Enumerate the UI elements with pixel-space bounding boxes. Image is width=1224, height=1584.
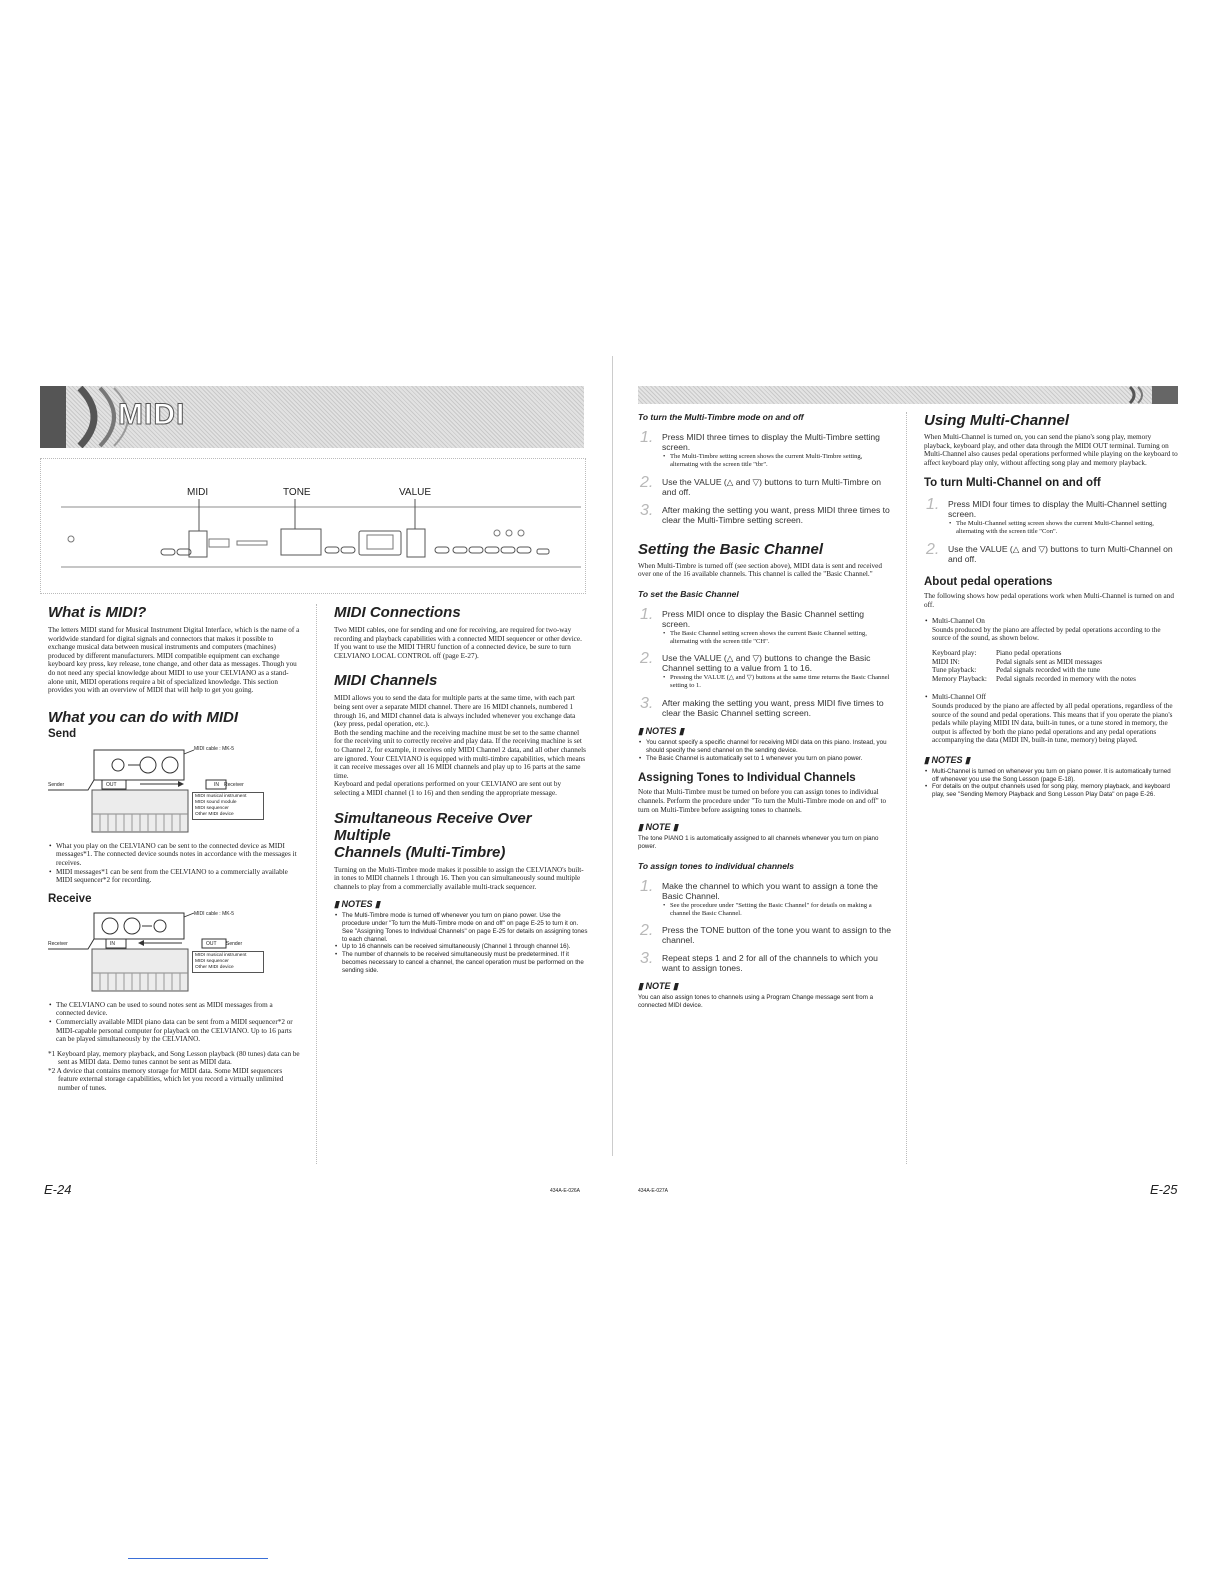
send-bullet-1: • What you play on the CELVIANO can be sent to the connected device as MIDI messages*1. The connected device sounds notes in accordance with the messages it receives. <box>48 842 302 868</box>
mc-notes-list <box>924 768 1178 799</box>
pedal-row-1-val: Piano pedal operations <box>996 648 1062 657</box>
bottom-rule <box>128 1558 268 1559</box>
receive-diagram <box>48 909 302 995</box>
bc-step-2-num: 2. <box>640 650 654 668</box>
multi-timbre-note-2: • Up to 16 channels can be received simultaneously (Channel 1 through channel 16). <box>334 943 588 951</box>
mc-on-title: • Multi-Channel On <box>932 617 985 626</box>
left-page-number: E-24 <box>44 1182 72 1197</box>
at-step-1-sub: • See the procedure under "Setting the Basic Channel" for details on making a channel the Basic Channel. <box>662 902 892 918</box>
multi-timbre-notes <box>334 899 588 974</box>
mc-step-1-sub: • The Multi-Channel setting screen shows the current Multi-Channel setting, alternating with the screen title "Con". <box>948 520 1178 536</box>
what-you-can-do-heading: What you can do with MIDI <box>48 708 238 726</box>
pedal-table <box>932 649 1178 683</box>
bc-note-1: • You cannot specify a specific channel for receiving MIDI data on this piano. Instead, you should specify the send channel on the sending device. <box>638 739 892 755</box>
multi-timbre-notes-title: ▮ NOTES ▮ <box>334 899 380 910</box>
send-device-3: MIDI sequencer <box>195 805 229 811</box>
midi-banner <box>40 386 584 448</box>
mc-notes-title: ▮ NOTES ▮ <box>924 754 970 765</box>
basic-channel-body: When Multi-Timbre is turned off (see section above), MIDI data is sent and received over one of the 16 available channels. This channel is called the "Basic Channel." <box>638 561 882 579</box>
mc-notes-heading: NOTES <box>931 754 963 765</box>
send-cable-label: MIDI cable : MK-5 <box>194 745 235 752</box>
multi-timbre-notes-list <box>334 912 588 974</box>
at-step-3 <box>638 950 892 974</box>
assigning-tones-body: Note that Multi-Timbre must be turned on before you can assign tones to individual channels. Perform the procedure under "To turn the Multi-Timbre mode on and off" to turn on Multi-Timbre before assigning tones to channels. <box>638 788 887 814</box>
at-note-text: The tone PIANO 1 is automatically assigned to all channels whenever you turn on piano power. <box>638 835 879 850</box>
mc-step-1-text: Press MIDI four times to display the Multi-Channel setting screen. <box>948 499 1167 520</box>
send-drawing <box>48 744 302 836</box>
receive-bullets <box>48 1001 302 1044</box>
multi-channel-heading: Using Multi-Channel <box>924 412 1069 429</box>
at-note-heading: NOTE <box>645 822 671 833</box>
mc-off-title: • Multi-Channel Off <box>932 693 986 702</box>
pedal-row-4-key: Memory Playback: <box>932 674 987 683</box>
panel-drawing <box>41 459 585 593</box>
send-receiver: Receiver <box>224 781 244 788</box>
assigning-note <box>638 822 892 851</box>
bc-step-1-sub: • The Basic Channel setting screen shows the current Basic Channel setting, alternating with the screen title "CH". <box>662 630 892 646</box>
midi-channels-heading: MIDI Channels <box>334 672 438 690</box>
pedal-row-3-key: Tune playback: <box>932 666 977 675</box>
basic-channel-heading: Setting the Basic Channel <box>638 540 824 558</box>
mc-on-desc: Sounds produced by the piano are affected by pedal operations according to the source of the sound, as shown below. <box>932 625 1161 643</box>
mc-onoff-heading: To turn Multi-Channel on and off <box>924 477 1101 490</box>
panel-label-midi: MIDI <box>187 487 209 498</box>
pedal-row-1-key: Keyboard play: <box>932 648 977 657</box>
pedal-row-2 <box>932 658 1178 667</box>
send-bullets <box>48 842 302 885</box>
receive-out: OUT <box>206 940 217 947</box>
mt-step-2 <box>638 473 892 497</box>
pedal-heading: About pedal operations <box>924 575 1053 588</box>
bc-step-3-num: 3. <box>640 694 654 712</box>
bc-notes-heading: NOTES <box>645 725 677 736</box>
receive-drawing <box>48 909 302 995</box>
assigning-tones-heading: Assigning Tones to Individual Channels <box>638 772 856 785</box>
at-step-2-text: Press the TONE button of the tone you want to assign to the channel. <box>662 925 891 946</box>
midi-channels-body-3: Keyboard and pedal operations performed on your CELVIANO are sent out by selecting a MIDI channel (1 to 16) and then sending the appropriate message. <box>334 780 562 797</box>
bc-step-1-num: 1. <box>640 605 654 623</box>
multi-timbre-heading-2: Channels (Multi-Timbre) <box>334 843 506 861</box>
multi-timbre-body: Turning on the Multi-Timbre mode makes it possible to assign the CELVIANO's built-in tones to MIDI channels 1 through 16. Then you can simultaneously sound multiple channels to play from a commercially available multi-track sequencer. <box>334 865 584 891</box>
receive-bullet-1: • The CELVIANO can be used to sound notes sent as MIDI messages from a connected device. <box>48 1001 302 1018</box>
at-step-3-num: 3. <box>640 950 654 968</box>
pedal-row-4 <box>932 675 1178 684</box>
multi-channel-body: When Multi-Channel is turned on, you can send the piano's song play, memory playback, keyboard play, and other data through the MIDI OUT terminal. Turning on Multi-Channel also causes pedal operations performed while playing on the keyboard to affect keyboard play only, without affecting song play and memory playback. <box>924 433 1178 467</box>
right-banner-arrows-icon <box>1128 386 1178 404</box>
midi-channels-body-1: MIDI allows you to send the data for multiple parts at the same time, with each part being sent over a separate MIDI channel. There are 16 MIDI channels, numbered 1 through 16, and MIDI channel data is always included whenever you exchange data (key press, pedal operation, etc.). <box>334 694 576 729</box>
mc-off-item <box>924 693 1178 745</box>
send-out: OUT <box>106 781 117 788</box>
panel-diagram <box>40 458 586 594</box>
mc-step-2-num: 2. <box>926 540 940 558</box>
multi-timbre-note-3: • The number of channels to be received simultaneously must be predetermined. If it becomes necessary to cancel a channel, the cancel operation must be performed on the sending side. <box>334 951 588 974</box>
right-banner <box>638 386 1178 404</box>
set-basic-channel-heading: To set the Basic Channel <box>638 588 739 599</box>
left-column-divider <box>316 604 317 1164</box>
bc-step-3 <box>638 694 892 718</box>
what-is-midi-body: The letters MIDI stand for Musical Instrument Digital Interface, which is the name of a worldwide standard for digital signals and connectors that makes it possible to exchange musical data between musical instruments and computers (machines) produced by different manufacturers. MIDI compatible equipment can exchange keyboard key press, key release, tone change, and other data as messages. Though you do not need any special knowledge about MIDI to use your CELVIANO as a stand-alone unit, MIDI operations require a bit of specialized knowledge. This section provides you with an overview of MIDI that will help to get you going. <box>48 626 300 695</box>
mt-step-2-text: Use the VALUE (△ and ▽) buttons to turn Multi-Timbre on and off. <box>662 476 882 497</box>
receive-bullet-2: • Commercially available MIDI piano data can be sent from a MIDI sequencer*2 or MIDI-capable personal computer for playback on the CELVIANO. Up to 16 parts can be played simultaneously by the CELVIANO. <box>48 1018 302 1044</box>
banner-title: MIDI <box>118 398 186 431</box>
mc-note-1: • Multi-Channel is turned on whenever you turn on piano power. It is automatically turned off whenever you use the Song Lesson (page E-18). <box>924 768 1178 784</box>
bc-note-2: • The Basic Channel is automatically set to 1 whenever you turn on piano power. <box>638 755 892 763</box>
mc-step-2 <box>924 540 1178 564</box>
bc-step-1-text: Press MIDI once to display the Basic Channel setting screen. <box>662 608 865 629</box>
right-column-divider <box>906 412 907 1164</box>
send-diagram <box>48 744 302 836</box>
panel-label-value: VALUE <box>399 487 432 498</box>
bc-step-2-text: Use the VALUE (△ and ▽) buttons to change the Basic Channel setting to a value from 1 to 16. <box>662 653 871 674</box>
mt-step-3 <box>638 501 892 525</box>
receive-device-2: MIDI sequencer <box>195 958 229 964</box>
assign-tones-sub-heading: To assign tones to individual channels <box>638 860 795 871</box>
pedal-intro: The following shows how pedal operations work when Multi-Channel is turned on and off. <box>924 591 1174 609</box>
left-col-1 <box>48 604 302 1093</box>
left-page-code: 434A-E-026A <box>550 1188 581 1194</box>
at-note2-heading: NOTE <box>645 981 671 992</box>
receive-in: IN <box>110 940 115 947</box>
bc-step-2-sub: • Pressing the VALUE (△ and ▽) buttons at the same time returns the Basic Channel setting to 1. <box>662 674 892 690</box>
receive-sender: Sender <box>226 940 243 947</box>
bc-step-1 <box>638 605 892 646</box>
send-sender: Sender <box>48 781 65 788</box>
mt-step-3-text: After making the setting you want, press MIDI three times to clear the Multi-Timbre setting screen. <box>662 504 890 525</box>
center-fold <box>612 356 613 1156</box>
midi-connections-body: Two MIDI cables, one for sending and one for receiving, are required for two-way recording and playback capabilities with a connected MIDI sequencer or other device. If you want to use the MIDI THRU function of a connected device, be sure to turn CELVIANO LOCAL CONTROL off (page E-27). <box>334 626 582 660</box>
banner-block <box>40 386 66 448</box>
multi-timbre-onoff-heading: To turn the Multi-Timbre mode on and off <box>638 412 804 422</box>
bc-step-2 <box>638 650 892 690</box>
mc-step-1-num: 1. <box>926 496 940 514</box>
mc-on-item <box>924 617 1178 643</box>
at-step-2-num: 2. <box>640 922 654 940</box>
send-heading: Send <box>48 727 77 740</box>
send-device-4: Other MIDI device <box>195 811 234 817</box>
at-step-1-num: 1. <box>640 877 654 895</box>
footnote-2: *2 A device that contains memory storage for MIDI data. Some MIDI sequencers feature external storage capabilities, which let you record a virtually unlimited number of tunes. <box>48 1066 284 1093</box>
mt-step-1 <box>638 429 892 469</box>
send-device-1: MIDI musical instrument <box>195 793 247 799</box>
receive-device-3: Other MIDI device <box>195 964 234 970</box>
pedal-row-1 <box>932 649 1178 658</box>
at-step-3-text: Repeat steps 1 and 2 for all of the channels to which you want to assign tones. <box>662 953 878 974</box>
at-step-2 <box>638 922 892 946</box>
receive-heading: Receive <box>48 892 92 905</box>
mc-step-2-text: Use the VALUE (△ and ▽) buttons to turn Multi-Channel on and off. <box>948 543 1173 564</box>
at-step-1 <box>638 877 892 918</box>
at-note2-text: You can also assign tones to channels using a Program Change message sent from a connected MIDI device. <box>638 994 874 1010</box>
panel-label-tone: TONE <box>283 487 311 498</box>
pedal-row-2-val: Pedal signals sent as MIDI messages <box>996 657 1102 666</box>
bc-notes-list <box>638 739 892 762</box>
multi-timbre-note-1: • The Multi-Timbre mode is turned off whenever you turn on piano power. Use the procedure under "To turn the Multi-Timbre mode on and off" on page E-25 to turn it on. See "Assigning Tones to Individual Channels" on page E-25 for details on assigning tones to each channel. <box>334 912 588 943</box>
left-col-2 <box>334 604 588 975</box>
multi-timbre-notes-heading: NOTES <box>341 899 373 910</box>
receive-device-1: MIDI musical instrument <box>195 952 247 958</box>
pedal-row-3 <box>932 666 1178 675</box>
midi-channels-body-2: Both the sending machine and the receiving machine must be set to the same channel for the receiving unit to correctly receive and play data. If the receiving machine is set to Channel 2, for example, it receives only MIDI Channel 2 data, and all other channels are ignored. Your CELVIANO is equipped with multi-timbre capabilities, which means it can receive messages over all 16 MIDI channels and play up to 16 parts at the same time. <box>334 728 586 780</box>
basic-channel-notes <box>638 726 892 762</box>
at-step-1-text: Make the channel to which you want to assign a tone the Basic Channel. <box>662 880 878 901</box>
right-page-number: E-25 <box>1150 1182 1178 1197</box>
mt-step-1-num: 1. <box>640 429 654 446</box>
receive-receiver: Receiver <box>48 940 68 947</box>
pedal-row-3-val: Pedal signals recorded with the tune <box>996 666 1100 675</box>
what-is-midi-heading: What is MIDI? <box>48 604 147 621</box>
bc-step-3-text: After making the setting you want, press MIDI five times to clear the Basic Channel setting screen. <box>662 697 884 718</box>
mc-on-list <box>924 617 1178 643</box>
mt-step-1-sub: • The Multi-Timbre setting screen shows the current Multi-Timbre setting, alternating with the screen title "tbr". <box>662 453 892 469</box>
right-col-1 <box>638 412 892 1010</box>
mt-step-2-num: 2. <box>640 473 654 491</box>
bc-notes-title: ▮ NOTES ▮ <box>638 725 684 736</box>
mc-step-1 <box>924 496 1178 536</box>
send-device-2: MIDI sound module <box>195 799 237 805</box>
mt-step-1-text: Press MIDI three times to display the Multi-Timbre setting screen. <box>662 432 880 452</box>
mc-note-2: • For details on the output channels used for song play, memory playback, and keyboard play, see "Sending Memory Playback and Song Lesson Play Data" on page E-26. <box>924 783 1178 799</box>
multi-timbre-heading-1: Simultaneous Receive Over Multiple <box>334 809 532 844</box>
at-note-title: ▮ NOTE ▮ <box>638 822 678 833</box>
pedal-row-4-val: Pedal signals recorded in memory with the notes <box>996 674 1136 683</box>
mc-off-list <box>924 693 1178 745</box>
mc-notes <box>924 755 1178 799</box>
mt-step-3-num: 3. <box>640 501 654 519</box>
at-note2-title: ▮ NOTE ▮ <box>638 981 678 992</box>
assigning-note-2 <box>638 981 892 1010</box>
receive-cable-label: MIDI cable : MK-5 <box>194 910 235 917</box>
midi-connections-heading: MIDI Connections <box>334 604 461 621</box>
send-bullet-2: • MIDI messages*1 can be sent from the CELVIANO to a commercially available MIDI sequencer*2 for recording. <box>48 868 302 885</box>
mc-off-desc: Sounds produced by the piano are affected by all pedal operations, regardless of the source of the sound and pedal operations. This means that if you operate the piano's pedals while playing MIDI IN data, built-in tunes, or a tune stored in memory, the output is affected by both the piano pedal operations and any pedal operations accompanying the data (MIDI IN, built-in tune, memory) being played. <box>932 701 1173 745</box>
right-page-code: 434A-E-027A <box>638 1188 669 1194</box>
send-in: IN <box>214 781 219 788</box>
footnote-1: *1 Keyboard play, memory playback, and Song Lesson playback (80 tunes) data can be sent as MIDI data. Demo tunes cannot be sent as MIDI data. <box>48 1049 300 1067</box>
footnotes <box>48 1050 302 1093</box>
right-col-2 <box>924 412 1178 799</box>
pedal-row-2-key: MIDI IN: <box>932 657 960 666</box>
